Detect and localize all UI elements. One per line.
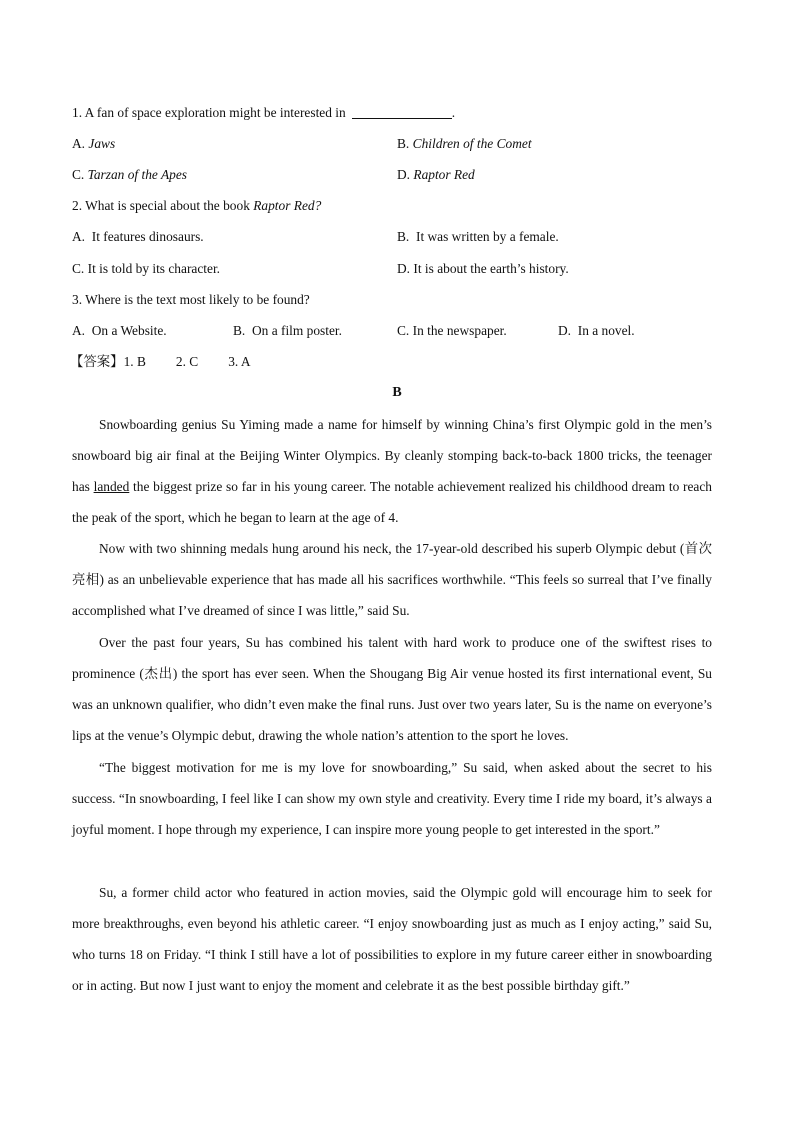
answer-label: 【答案】 — [70, 354, 124, 369]
question-1-option-c: C. Tarzan of the Apes — [72, 167, 187, 182]
question-2-option-b: B. It was written by a female. — [397, 229, 559, 244]
section-heading: B — [392, 385, 402, 400]
question-3-prompt: 3. Where is the text most likely to be found? — [72, 292, 310, 307]
question-2-option-c: C. It is told by its character. — [72, 261, 221, 276]
underlined-word: landed — [93, 479, 130, 494]
question-1-option-d: D. Raptor Red — [397, 167, 475, 182]
question-3-option-c: C. In the newspaper. — [397, 323, 507, 338]
answer-blank — [352, 106, 452, 119]
paragraph-1: Snowboarding genius Su Yiming made a name for himself by winning China’s first Olympic gold in the men’s snowboard big air final at the Beijing Winter Olympics. By cleanly stomping back-to-back 1800 tricks, the teenager has landed the biggest prize so far in his young career. The notable achievement realized his childhood dream to reach the peak of the sport, which he began to learn at the age of 4. — [72, 417, 712, 525]
question-3-option-d: D. In a novel. — [558, 323, 635, 338]
question-1-prompt: 1. A fan of space exploration might be interested in . — [72, 105, 456, 120]
question-2-option-d: D. It is about the earth’s history. — [397, 261, 569, 276]
question-1-option-a: A. Jaws — [72, 136, 116, 151]
answer-key: 【答案】1. B 2. C 3. A — [70, 354, 251, 369]
question-2-prompt: 2. What is special about the book Raptor Red? — [72, 198, 322, 213]
question-3-option-a: A. On a Website. — [72, 323, 167, 338]
paragraph-2: Now with two shinning medals hung around his neck, the 17-year-old described his superb Olympic debut (首次亮相) as an unbelievable experience that has made all his sacrifices worthwhile. “This feels so surreal that I’ve finally accomplished what I’ve dreamed of since I was little,” said Su. — [72, 541, 712, 618]
question-2-option-a: A. It features dinosaurs. — [72, 229, 204, 244]
question-1-option-b: B. Children of the Comet — [397, 136, 532, 151]
paragraph-5: Su, a former child actor who featured in action movies, said the Olympic gold will encourage him to seek for more breakthroughs, even beyond his athletic career. “I enjoy snowboarding just as much as I enjoy acting,” said Su, who turns 18 on Friday. “I think I still have a lot of possibilities to explore in my future career either in snowboarding or in acting. But now I just want to enjoy the moment and celebrate it as the best possible birthday gift.” — [72, 885, 712, 993]
paragraph-4: “The biggest motivation for me is my love for snowboarding,” Su said, when asked about the secret to his success. “In snowboarding, I feel like I can show my own style and creativity. Every time I ride my board, it’s always a joyful moment. I hope through my experience, I can inspire more young people to get interested in the sport.” — [72, 760, 712, 837]
paragraph-3: Over the past four years, Su has combined his talent with hard work to produce one of the swiftest rises to prominence (杰出) the sport has ever seen. When the Shougang Big Air venue hosted its first international event, Su was an unknown qualifier, who didn’t even make the final runs. Just over two years later, Su is the name on everyone’s lips at the venue’s Olympic debut, drawing the whole nation’s attention to the sport he loves. — [72, 635, 712, 743]
question-3-option-b: B. On a film poster. — [233, 323, 342, 338]
